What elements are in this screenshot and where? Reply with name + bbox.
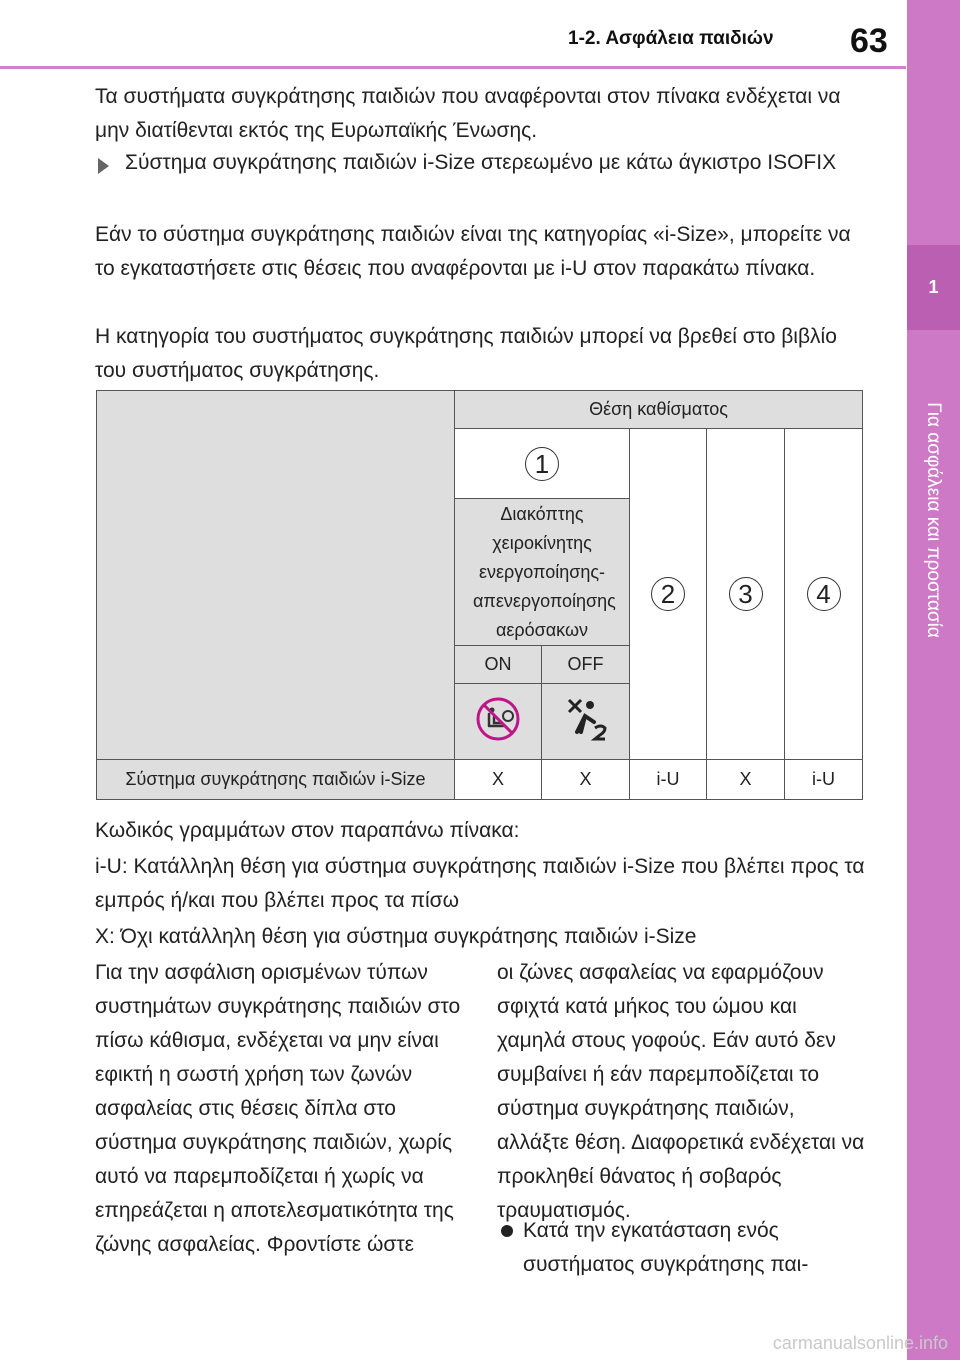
seat-number-4: 4 xyxy=(807,577,841,611)
seat-number-1: 1 xyxy=(525,447,559,481)
chapter-title: Για ασφάλεια και προστασία xyxy=(923,402,944,638)
table-cell: i-U xyxy=(630,760,707,800)
left-column-text: Για την ασφάλιση ορισμένων τύπων συστημάτων συγκράτησης παιδιών στο πίσω κάθισμα, ενδέχεται να μην είναι εφικτή η σωστή χρήση των ζωνών ασφαλείας στις θέσεις δίπλα στο σύστημα συγκράτησης παιδιών, χωρίς αυτό να παρεμποδίζεται ή χωρίς να επηρεάζεται η αποτελεσματικότητα της ζώνης ασφαλείας. Φροντίστε ώστε xyxy=(95,961,461,1256)
legend-title: Κωδικός γραμμάτων στον παραπάνω πίνακα: xyxy=(95,819,520,842)
table-corner-cell xyxy=(97,391,455,760)
header-rule xyxy=(0,66,906,69)
switch-on-label: ON xyxy=(455,646,542,684)
paragraph-category: Η κατηγορία του συστήματος συγκράτησης παιδιών μπορεί να βρεθεί στο βιβλίο του συστήματος συγκράτησης. xyxy=(95,325,837,382)
legend-iu: i-U: Κατάλληλη θέση για σύστημα συγκράτησης παιδιών i-Size που βλέπει προς τα εμπρός ή/και που βλέπει προς τα πίσω xyxy=(95,855,865,912)
table-cell: X xyxy=(455,760,542,800)
sidebar xyxy=(907,0,960,1360)
right-column-text: οι ζώνες ασφαλείας να εφαρμόζουν σφιχτά κατά μήκος του ώμου και χαμηλά στους γοφούς. Εάν αυτό δεν συμβαίνει ή εάν παρεμποδίζεται το σύστημα συγκράτησης παιδιών, αλλάξτε θέση. Διαφορετικά ενδέχεται να προκληθεί θάνατος ή σοβαρός τραυματισμός. xyxy=(497,961,865,1222)
bullet-text: Κατά την εγκατάσταση ενός συστήματος συγκράτησης παι- xyxy=(523,1219,809,1276)
table-cell: i-U xyxy=(785,760,863,800)
intro-paragraph: Τα συστήματα συγκράτησης παιδιών που αναφέρονται στον πίνακα ενδέχεται να μην διατίθενται εκτός της Ευρωπαϊκής Ένωσης. xyxy=(95,85,841,142)
isize-row-label: Σύστημα συγκράτησης παιδιών i-Size xyxy=(97,760,455,800)
paragraph-isize: Εάν το σύστημα συγκράτησης παιδιών είναι της κατηγορίας «i-Size», μπορείτε να το εγκαταστήσετε στις θέσεις που αναφέρονται με i-U στον παρακάτω πίνακα. xyxy=(95,223,851,280)
bullet-dot-icon xyxy=(501,1225,513,1237)
airbag-off-icon-cell xyxy=(455,684,542,760)
chapter-tab: 1 xyxy=(907,245,960,330)
legend-x: Χ: Όχι κατάλληλη θέση για σύστημα συγκράτησης παιδιών i-Size xyxy=(95,925,697,948)
page-number: 63 xyxy=(850,22,888,60)
passenger-airbag-off-icon xyxy=(561,694,611,744)
table-cell: X xyxy=(707,760,785,800)
section-title: 1-2. Ασφάλεια παιδιών xyxy=(568,28,774,49)
seat-position-table xyxy=(96,390,863,800)
passenger-airbag-off-icon-cell xyxy=(542,684,630,760)
airbag-off-icon xyxy=(475,696,521,742)
airbag-switch-label: Διακόπτης χειροκίνητης ενεργοποίησης-απενεργοποίησης αερόσακων xyxy=(455,499,630,646)
seat-1-cell xyxy=(455,429,630,499)
seat-4-cell xyxy=(785,429,863,760)
switch-off-label: OFF xyxy=(542,646,630,684)
seat-number-2: 2 xyxy=(651,577,685,611)
table-cell: X xyxy=(542,760,630,800)
watermark: carmanualsonline.info xyxy=(772,1333,948,1353)
section-heading: Σύστημα συγκράτησης παιδιών i-Size στερεωμένο με κάτω άγκιστρο ISOFIX xyxy=(125,151,837,174)
seat-position-header: Θέση καθίσματος xyxy=(455,391,863,429)
bullet-arrow-icon xyxy=(98,158,109,174)
seat-2-cell xyxy=(630,429,707,760)
seat-number-3: 3 xyxy=(729,577,763,611)
seat-3-cell xyxy=(707,429,785,760)
